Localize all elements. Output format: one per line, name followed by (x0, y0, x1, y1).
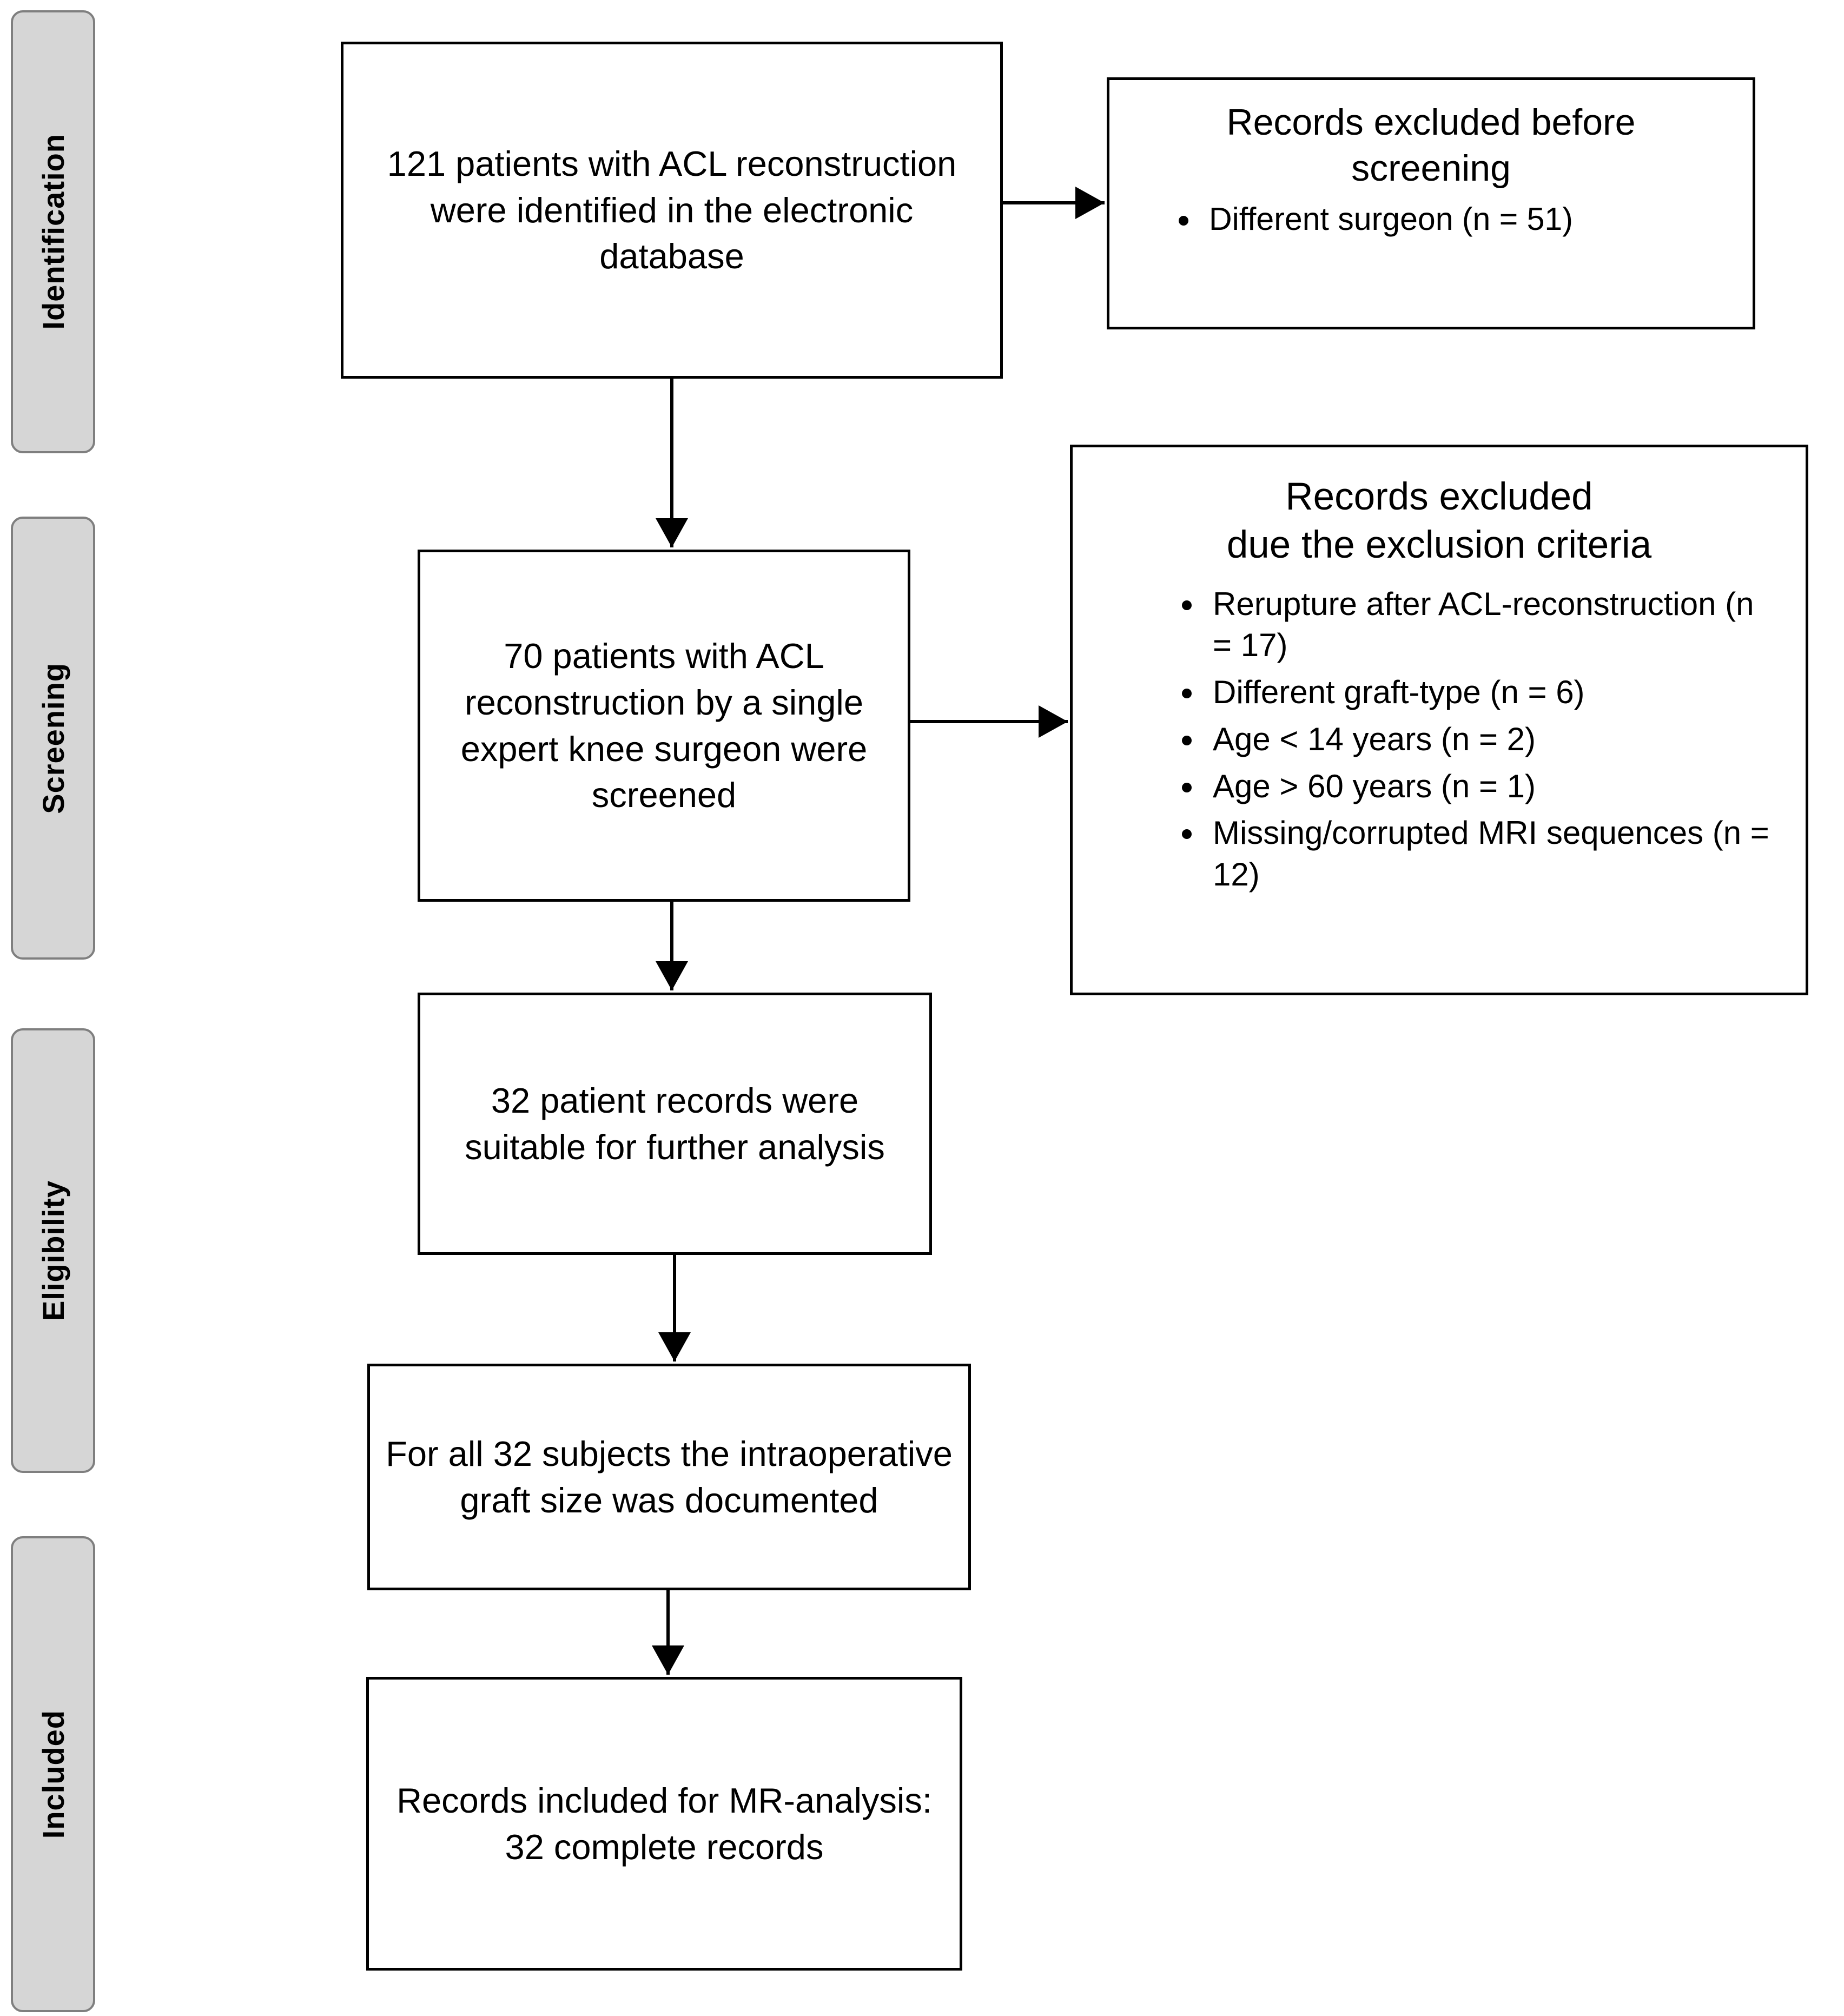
box-included-text-line1: Records included for MR-analysis: (396, 1780, 932, 1820)
excluded-criteria-list (1073, 584, 1806, 902)
excluded-criteria-title-line1: Records excluded (1285, 475, 1593, 518)
box-included (366, 1677, 962, 1971)
excluded-criteria-item: • Age < 14 years (n = 2) (1205, 719, 1773, 761)
box-excluded-criteria (1070, 445, 1808, 995)
excluded-criteria-title (1227, 473, 1651, 570)
stage-label-identification (11, 10, 95, 453)
box-documented (367, 1364, 971, 1590)
box-screened-text: 70 patients with ACL reconstruction by a single expert knee surgeon were screened (460, 636, 868, 815)
excluded-before-screening-title: Records excluded before screening (1226, 102, 1636, 189)
box-screened (418, 550, 910, 902)
stage-label-screening-text: Screening (36, 662, 70, 814)
box-included-text-line2: 32 complete records (505, 1827, 824, 1867)
box-identified (341, 42, 1003, 379)
stage-label-eligibility (11, 1028, 95, 1473)
excluded-before-screening-item: • Different surgeon (n = 51) (1201, 199, 1731, 240)
excluded-criteria-item: • Rerupture after ACL-reconstruction (n = 17) (1205, 584, 1773, 667)
excluded-criteria-item: • Different graft-type (n = 6) (1205, 672, 1773, 713)
excluded-criteria-title-line2: due the exclusion criteria (1226, 523, 1652, 566)
stage-label-included-text: Included (36, 1709, 70, 1839)
stage-label-identification-text: Identification (36, 134, 70, 330)
stage-label-included (11, 1536, 95, 2012)
stage-label-screening (11, 517, 95, 960)
box-documented-text: For all 32 subjects the intraoperative graft size was documented (386, 1433, 953, 1520)
stage-label-eligibility-text: Eligibility (36, 1180, 70, 1321)
box-eligible-text: 32 patient records were suitable for further analysis (465, 1080, 885, 1167)
box-identified-text: 121 patients with ACL reconstruction were identified in the electronic database (387, 143, 957, 276)
excluded-criteria-item: • Age > 60 years (n = 1) (1205, 766, 1773, 808)
box-eligible (418, 993, 932, 1255)
box-excluded-before-screening (1107, 77, 1755, 329)
excluded-before-screening-list (1109, 199, 1753, 246)
excluded-criteria-item: • Missing/corrupted MRI sequences (n = 12) (1205, 812, 1773, 896)
